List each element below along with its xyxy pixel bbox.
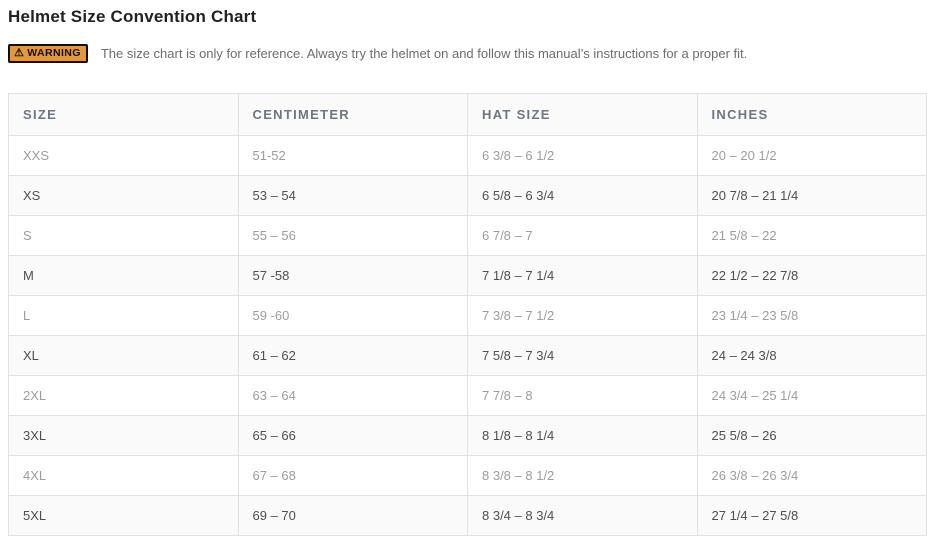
- warning-icon: ⚠: [14, 47, 25, 59]
- warning-text: The size chart is only for reference. Always try the helmet on and follow this manual’s instructions for a proper fit.: [100, 46, 748, 61]
- table-cell: 8 3/4 – 8 3/4: [468, 496, 698, 536]
- page-title: Helmet Size Convention Chart: [8, 7, 257, 26]
- table-cell: 8 1/8 – 8 1/4: [468, 416, 698, 456]
- table-header: [9, 94, 927, 136]
- table-cell: 26 3/8 – 26 3/4: [697, 456, 927, 496]
- table-cell: L: [9, 296, 239, 336]
- table-cell: M: [9, 256, 239, 296]
- table-row: [9, 336, 927, 376]
- table-cell: 22 1/2 – 22 7/8: [697, 256, 927, 296]
- table-row: [9, 136, 927, 176]
- table-row: [9, 256, 927, 296]
- table-cell: 8 3/8 – 8 1/2: [468, 456, 698, 496]
- table-cell: 55 – 56: [238, 216, 468, 256]
- column-header-centimeter: CENTIMETER: [238, 94, 468, 136]
- table-cell: XS: [9, 176, 239, 216]
- table-cell: 24 3/4 – 25 1/4: [697, 376, 927, 416]
- table-cell: 57 -58: [238, 256, 468, 296]
- table-cell: 2XL: [9, 376, 239, 416]
- table-cell: 7 7/8 – 8: [468, 376, 698, 416]
- table-cell: 20 7/8 – 21 1/4: [697, 176, 927, 216]
- table-cell: 6 7/8 – 7: [468, 216, 698, 256]
- column-header-inches: INCHES: [697, 94, 927, 136]
- table-cell: 6 5/8 – 6 3/4: [468, 176, 698, 216]
- table-cell: 63 – 64: [238, 376, 468, 416]
- warning-badge: [8, 44, 88, 63]
- table-cell: 7 1/8 – 7 1/4: [468, 256, 698, 296]
- table-cell: 20 – 20 1/2: [697, 136, 927, 176]
- table-cell: 69 – 70: [238, 496, 468, 536]
- table-cell: 65 – 66: [238, 416, 468, 456]
- table-cell: 59 -60: [238, 296, 468, 336]
- table-row: [9, 296, 927, 336]
- table-cell: 3XL: [9, 416, 239, 456]
- warning-line: [8, 44, 927, 63]
- table-header-row: [9, 94, 927, 136]
- table-cell: XL: [9, 336, 239, 376]
- warning-badge-label: WARNING: [27, 47, 81, 59]
- table-cell: 27 1/4 – 27 5/8: [697, 496, 927, 536]
- table-row: [9, 496, 927, 536]
- table-row: [9, 416, 927, 456]
- table-cell: 7 3/8 – 7 1/2: [468, 296, 698, 336]
- size-table-body: [9, 136, 927, 536]
- table-cell: S: [9, 216, 239, 256]
- table-cell: XXS: [9, 136, 239, 176]
- table-cell: 21 5/8 – 22: [697, 216, 927, 256]
- table-cell: 7 5/8 – 7 3/4: [468, 336, 698, 376]
- table-cell: 51-52: [238, 136, 468, 176]
- table-row: [9, 456, 927, 496]
- table-cell: 24 – 24 3/8: [697, 336, 927, 376]
- table-cell: 4XL: [9, 456, 239, 496]
- table-row: [9, 216, 927, 256]
- table-cell: 53 – 54: [238, 176, 468, 216]
- table-cell: 61 – 62: [238, 336, 468, 376]
- table-row: [9, 176, 927, 216]
- table-cell: 25 5/8 – 26: [697, 416, 927, 456]
- column-header-size: SIZE: [9, 94, 239, 136]
- helmet-size-table: [8, 93, 927, 536]
- table-cell: 6 3/8 – 6 1/2: [468, 136, 698, 176]
- table-row: [9, 376, 927, 416]
- table-cell: 67 – 68: [238, 456, 468, 496]
- column-header-hat-size: HAT SIZE: [468, 94, 698, 136]
- table-cell: 5XL: [9, 496, 239, 536]
- table-cell: 23 1/4 – 23 5/8: [697, 296, 927, 336]
